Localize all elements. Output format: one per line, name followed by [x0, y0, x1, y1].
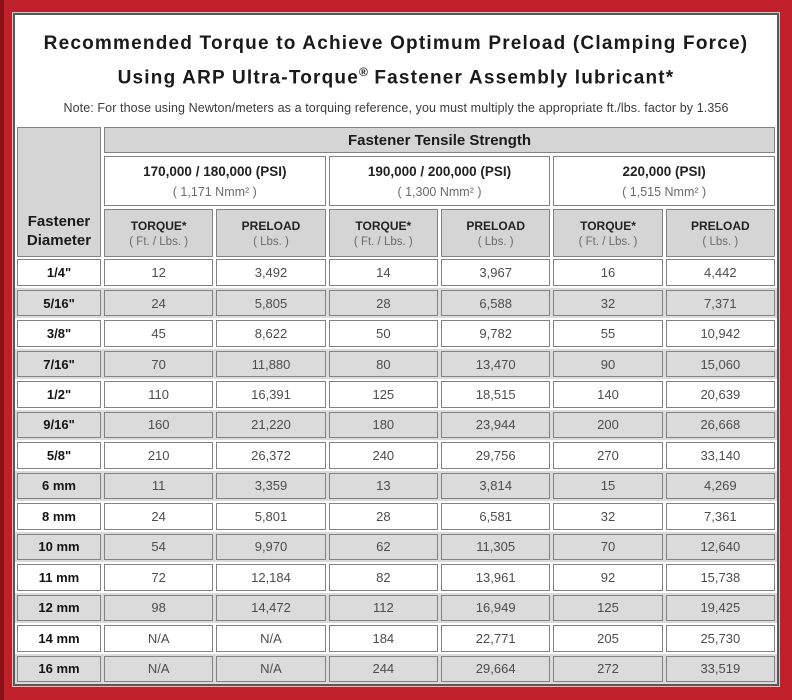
column-header [329, 209, 438, 257]
value-cell: 12,184 [216, 564, 325, 590]
psi-header-row [104, 156, 775, 206]
page-title-line2 [27, 58, 765, 92]
column-header-unit: ( Ft. / Lbs. ) [578, 235, 638, 248]
diameter-cell: 5/8" [17, 442, 101, 468]
value-cell: 28 [329, 290, 438, 316]
table-row [15, 532, 777, 562]
value-cell: 92 [553, 564, 662, 590]
value-cell: 33,519 [666, 656, 775, 682]
value-cell: 28 [329, 503, 438, 529]
value-cell: 110 [104, 381, 213, 407]
table-row [15, 654, 777, 684]
value-cell: 23,944 [441, 412, 550, 438]
table-row [15, 379, 777, 409]
value-cell: 24 [104, 290, 213, 316]
diameter-cell: 11 mm [17, 564, 101, 590]
column-header [666, 209, 775, 257]
value-cell: 24 [104, 503, 213, 529]
value-cell: 62 [329, 534, 438, 560]
column-header [441, 209, 550, 257]
title-line2-suffix: Fastener Assembly lubricant* [367, 67, 675, 89]
header-right-section [104, 127, 775, 257]
value-cell: 18,515 [441, 381, 550, 407]
value-cell: 112 [329, 595, 438, 621]
value-cell: 140 [553, 381, 662, 407]
nmm-value: ( 1,171 Nmm² ) [172, 184, 257, 199]
column-header-unit: ( Ft. / Lbs. ) [129, 235, 189, 248]
value-cell: 80 [329, 351, 438, 377]
value-cell: 3,359 [216, 473, 325, 499]
nmm-value: ( 1,515 Nmm² ) [622, 184, 707, 199]
value-cell: 7,361 [666, 503, 775, 529]
psi-value: 170,000 / 180,000 (PSI) [143, 163, 287, 179]
table-row [15, 562, 777, 592]
column-header [216, 209, 325, 257]
value-cell: 3,967 [441, 259, 550, 285]
value-cell: 11,305 [441, 534, 550, 560]
value-cell: 25,730 [666, 625, 775, 651]
registered-trademark-symbol: ® [359, 65, 368, 79]
value-cell: 70 [553, 534, 662, 560]
column-header-label: TORQUE* [580, 218, 636, 233]
value-cell: 72 [104, 564, 213, 590]
value-cell: 33,140 [666, 442, 775, 468]
diameter-cell: 10 mm [17, 534, 101, 560]
value-cell: 3,492 [216, 259, 325, 285]
diameter-cell: 14 mm [17, 625, 101, 651]
column-header-label: TORQUE* [130, 218, 187, 233]
value-cell: 13,470 [441, 351, 550, 377]
document-panel [13, 13, 779, 686]
value-cell: 200 [553, 412, 662, 438]
value-cell: 184 [329, 625, 438, 651]
value-cell: 29,756 [441, 442, 550, 468]
value-cell: 4,442 [666, 259, 775, 285]
value-cell: 16,949 [441, 595, 550, 621]
title-line2-text: Using ARP Ultra-Torque [117, 67, 360, 89]
column-header-label: PRELOAD [241, 218, 301, 233]
value-cell: 90 [553, 351, 662, 377]
value-cell: 244 [329, 656, 438, 682]
value-cell: 160 [104, 412, 213, 438]
strength-group-header [553, 156, 775, 206]
value-cell: 5,801 [216, 503, 325, 529]
psi-value: 190,000 / 200,000 (PSI) [367, 163, 512, 179]
value-cell: 10,942 [666, 320, 775, 346]
value-cell: 45 [104, 320, 213, 346]
value-cell: N/A [104, 625, 213, 651]
value-cell: 3,814 [441, 473, 550, 499]
value-cell: 205 [553, 625, 662, 651]
table-row [15, 349, 777, 379]
diameter-cell: 1/2" [17, 381, 101, 407]
diameter-cell: 8 mm [17, 503, 101, 529]
table-row [15, 501, 777, 531]
table-body [15, 257, 777, 684]
table-row [15, 410, 777, 440]
column-header [104, 209, 213, 257]
value-cell: 125 [553, 595, 662, 621]
value-cell: 21,220 [216, 412, 325, 438]
table-header [15, 127, 777, 257]
table-row [15, 257, 777, 287]
value-cell: 9,970 [216, 534, 325, 560]
value-cell: 11,880 [216, 351, 325, 377]
value-cell: N/A [104, 656, 213, 682]
table-row [15, 623, 777, 653]
value-cell: 9,782 [441, 320, 550, 346]
tensile-strength-header: Fastener Tensile Strength [104, 127, 775, 153]
page-title-line1: Recommended Torque to Achieve Optimum Preload (Clamping Force) [43, 33, 749, 54]
value-cell: 11 [104, 473, 213, 499]
value-cell: 12,640 [666, 534, 775, 560]
value-cell: 50 [329, 320, 438, 346]
column-header-unit: ( Lbs. ) [477, 235, 514, 248]
value-cell: 70 [104, 351, 213, 377]
strength-group-header [104, 156, 326, 206]
value-cell: 20,639 [666, 381, 775, 407]
torque-table [15, 127, 777, 684]
value-cell: 29,664 [441, 656, 550, 682]
column-header-unit: ( Ft. / Lbs. ) [353, 235, 413, 248]
value-cell: 7,371 [666, 290, 775, 316]
conversion-note: Note: For those using Newton/meters as a torquing reference, you must multiply the appropriate ft./lbs. factor by 1.356 [63, 101, 729, 116]
value-cell: 16 [553, 259, 662, 285]
value-cell: N/A [216, 656, 325, 682]
value-cell: 82 [329, 564, 438, 590]
value-cell: N/A [216, 625, 325, 651]
column-header-row [104, 209, 775, 257]
value-cell: 13 [329, 473, 438, 499]
value-cell: 16,391 [216, 381, 325, 407]
value-cell: 19,425 [666, 595, 775, 621]
table-row [15, 593, 777, 623]
value-cell: 4,269 [666, 473, 775, 499]
column-header [553, 209, 662, 257]
value-cell: 272 [553, 656, 662, 682]
table-row [15, 318, 777, 348]
value-cell: 12 [104, 259, 213, 285]
value-cell: 6,581 [441, 503, 550, 529]
value-cell: 6,588 [441, 290, 550, 316]
value-cell: 54 [104, 534, 213, 560]
table-row [15, 288, 777, 318]
diameter-cell: 16 mm [17, 656, 101, 682]
value-cell: 15,060 [666, 351, 775, 377]
diameter-cell: 3/8" [17, 320, 101, 346]
table-row [15, 440, 777, 470]
diameter-cell: 5/16" [17, 290, 101, 316]
value-cell: 14,472 [216, 595, 325, 621]
value-cell: 240 [329, 442, 438, 468]
value-cell: 55 [553, 320, 662, 346]
diameter-cell: 7/16" [17, 351, 101, 377]
strength-group-header [329, 156, 551, 206]
nmm-value: ( 1,300 Nmm² ) [397, 184, 482, 199]
value-cell: 270 [553, 442, 662, 468]
diameter-cell: 6 mm [17, 473, 101, 499]
value-cell: 26,668 [666, 412, 775, 438]
diameter-cell: 9/16" [17, 412, 101, 438]
column-header-label: PRELOAD [690, 218, 750, 233]
value-cell: 13,961 [441, 564, 550, 590]
value-cell: 22,771 [441, 625, 550, 651]
value-cell: 125 [329, 381, 438, 407]
value-cell: 180 [329, 412, 438, 438]
value-cell: 14 [329, 259, 438, 285]
value-cell: 15 [553, 473, 662, 499]
diameter-cell: 1/4" [17, 259, 101, 285]
column-header-label: PRELOAD [466, 218, 525, 233]
diameter-cell: 12 mm [17, 595, 101, 621]
frame-shadow-edge [0, 0, 4, 700]
column-header-unit: ( Lbs. ) [253, 235, 289, 248]
column-header-label: TORQUE* [355, 218, 412, 233]
column-header-unit: ( Lbs. ) [702, 235, 739, 248]
title-block [15, 15, 777, 127]
value-cell: 15,738 [666, 564, 775, 590]
value-cell: 8,622 [216, 320, 325, 346]
value-cell: 98 [104, 595, 213, 621]
value-cell: 210 [104, 442, 213, 468]
value-cell: 32 [553, 290, 662, 316]
fastener-diameter-header: Fastener Diameter [17, 127, 101, 257]
value-cell: 26,372 [216, 442, 325, 468]
table-row [15, 471, 777, 501]
value-cell: 32 [553, 503, 662, 529]
psi-value: 220,000 (PSI) [622, 163, 706, 179]
value-cell: 5,805 [216, 290, 325, 316]
